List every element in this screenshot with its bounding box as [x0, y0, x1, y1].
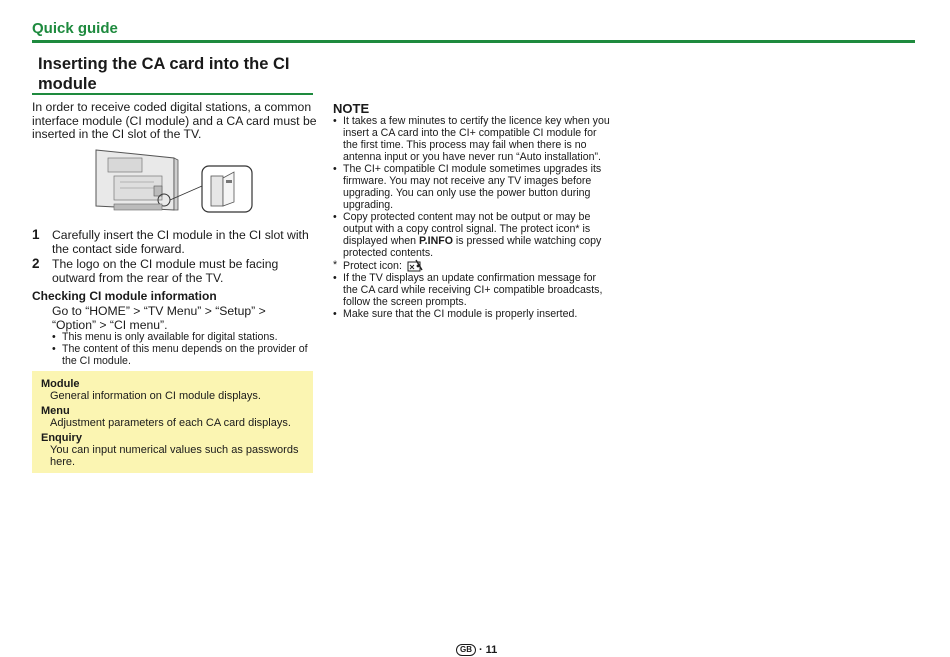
- header-rule: [32, 40, 915, 43]
- step-text: Carefully insert the CI module in the CI slot with the contact side forward.: [52, 228, 309, 256]
- bullet-text: This menu is only available for digital stations.: [62, 331, 278, 343]
- note-item: [333, 115, 613, 163]
- section-title: Inserting the CA card into the CI module: [38, 55, 290, 93]
- page-header-title: Quick guide: [32, 20, 118, 37]
- note-marker: •: [333, 163, 337, 175]
- bullet-text: The content of this menu depends on the provider of the CI module.: [62, 343, 308, 367]
- page-footer: [456, 644, 497, 656]
- tv-rear-ci-slot-illustration: [94, 146, 254, 218]
- note-marker: •: [333, 211, 337, 223]
- note-item: [333, 308, 613, 320]
- note-marker: *: [333, 259, 338, 271]
- goto-instruction: Go to “HOME” > “TV Menu” > “Setup” > “Option” > “CI menu”.: [52, 304, 266, 332]
- region-badge: GB: [456, 644, 476, 656]
- def-enquiry: You can input numerical values such as passwords here.: [50, 444, 299, 469]
- term-enquiry: Enquiry: [41, 432, 82, 444]
- section-rule: [32, 93, 313, 95]
- def-menu: Adjustment parameters of each CA card displays.: [50, 417, 291, 429]
- note-list: [333, 115, 613, 320]
- protect-icon: [407, 259, 423, 272]
- page-number: 11: [485, 644, 498, 656]
- step-number: 2: [32, 256, 40, 271]
- note-marker: •: [333, 272, 337, 284]
- footer-separator: ·: [479, 644, 483, 656]
- note-text: It takes a few minutes to certify the licence key when you insert a CA card into the CI+ compatible CI module for the first time. This process may fail when there is no antenna input or you have never run “Auto installation”.: [343, 115, 610, 163]
- step-1: [32, 229, 317, 256]
- def-module: General information on CI module displays.: [50, 390, 261, 402]
- note-item: [333, 259, 613, 272]
- note-text-post: is pressed while watching copy protected contents.: [343, 235, 602, 259]
- checking-bullet: • The content of this menu depends on the provider of the CI module.: [52, 343, 314, 367]
- note-marker: •: [333, 115, 337, 127]
- checking-bullet: • This menu is only available for digital stations.: [52, 331, 314, 343]
- note-title: NOTE: [333, 101, 370, 116]
- note-item: [333, 211, 613, 259]
- checking-heading: Checking CI module information: [32, 289, 217, 303]
- step-text: The logo on the CI module must be facing outward from the rear of the TV.: [52, 257, 279, 285]
- intro-paragraph: In order to receive coded digital stations, a common interface module (CI module) and a CA card must be inserted in the CI slot of the TV.: [32, 100, 317, 141]
- note-text: Make sure that the CI module is properly inserted.: [343, 308, 578, 320]
- note-marker: •: [333, 308, 337, 320]
- note-item: [333, 163, 613, 211]
- note-text: Protect icon:: [343, 260, 402, 272]
- pinfo-button-label: P.INFO: [418, 235, 453, 247]
- term-module: Module: [41, 378, 80, 390]
- step-number: 1: [32, 227, 40, 242]
- note-text: If the TV displays an update confirmation message for the CA card while receiving CI+ compatible broadcasts, follow the screen prompts.: [343, 272, 603, 308]
- note-text: The CI+ compatible CI module sometimes upgrades its firmware. You may not receive any TV images before upgrading. You can only use the power button during upgrading.: [343, 163, 602, 211]
- step-2: [32, 258, 317, 285]
- note-text-pre: Copy protected content may not be output or may be output with a copy control signal. The protect icon* is displayed when: [343, 211, 591, 247]
- note-item: [333, 272, 613, 308]
- term-menu: Menu: [41, 405, 70, 417]
